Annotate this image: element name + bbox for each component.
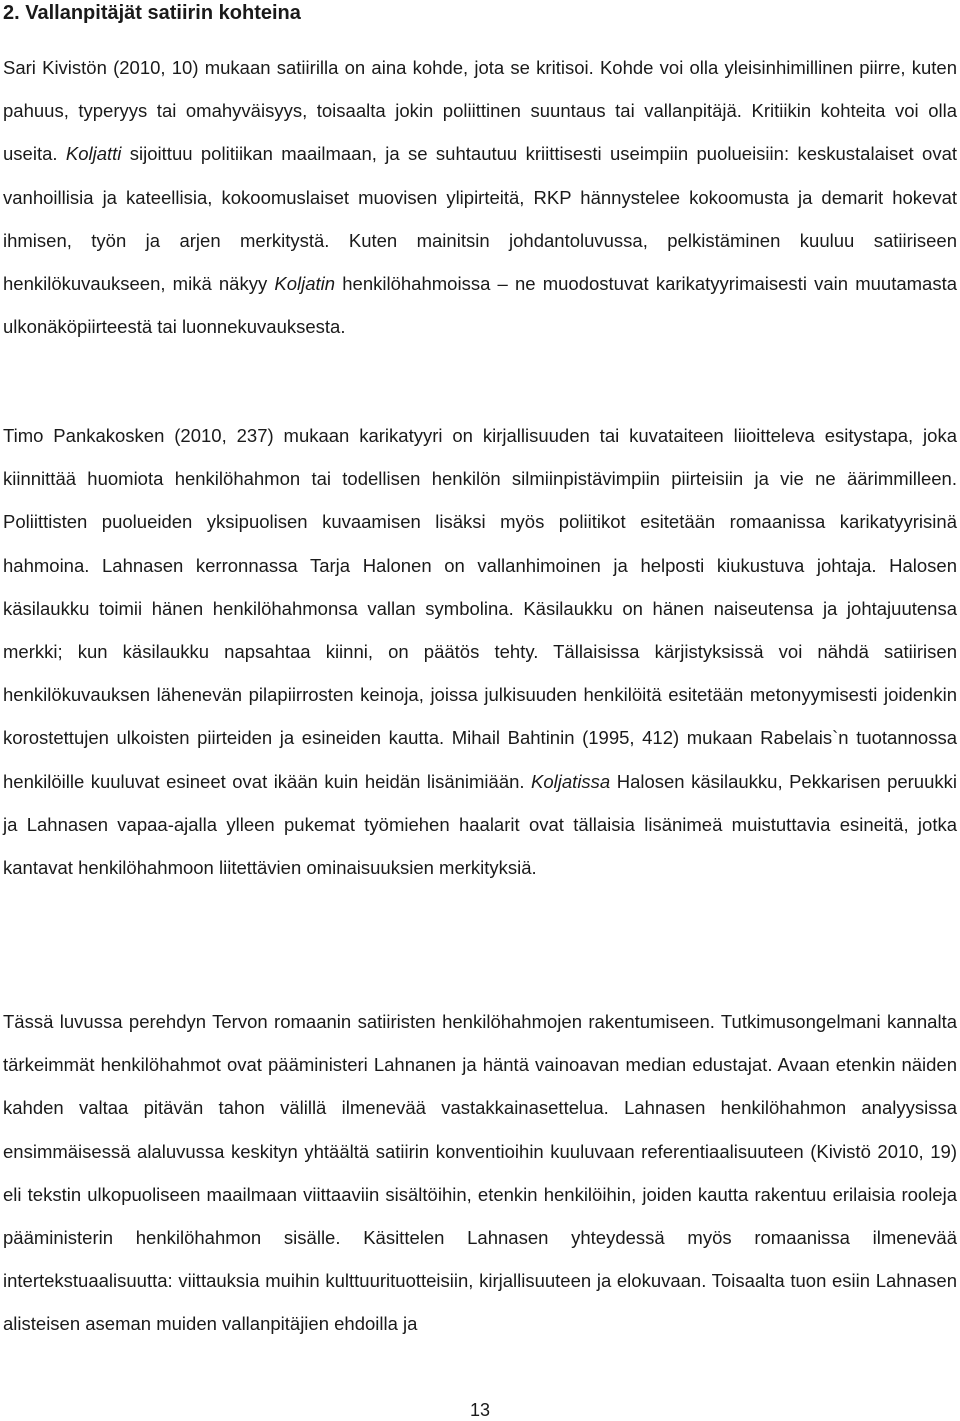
paragraph-1-italic-title-a: Koljatti bbox=[65, 143, 122, 165]
section-heading: 2. Vallanpitäjät satiirin kohteina bbox=[3, 2, 301, 24]
body-paragraph-1 bbox=[3, 46, 957, 348]
body-paragraph-2 bbox=[3, 414, 957, 889]
paragraph-2-italic-title: Koljatissa bbox=[531, 770, 611, 792]
body-paragraph-3: Tässä luvussa perehdyn Tervon romaanin satiiristen henkilöhahmojen rakentumiseen. Tutkimusongelmani kannalta tärkeimmät henkilöhahmot ovat pääministeri Lahnanen ja häntä vainoavan median edustajat. Avaan etenkin näiden kahden valtaa pitävän tahon välillä ilmenevää vastakkainasettelua. Lahnasen henkilöhahmon analyysissa ensimmäisessä alaluvussa keskityn yhtäältä satiirin konventioihin kuuluvaan referentiaalisuuteen (Kivistö 2010, 19) eli tekstin ulkopuoliseen maailmaan viittaaviin sisältöihin, etenkin henkilöihin, joiden kautta rakentuu erilaisia rooleja pääministerin henkilöhahmon sisälle. Käsittelen Lahnasen yhteydessä myös romaanissa ilmenevää intertekstuaalisuutta: viittauksia muihin kulttuurituotteisiin, kirjallisuuteen ja elokuvaan. Toisaalta tuon esiin Lahnasen alisteisen aseman muiden vallanpitäjien ehdoilla ja bbox=[3, 1011, 957, 1335]
paragraph-1-text-b: sijoittuu politiikan maailmaan, ja se suhtautuu kriittisesti useimpiin puolueisiin: keskustalaiset ovat vanhoillisia ja kateellisia, kokoomuslaiset muovisen ylipirteitä, RKP hännystelee kokoomusta ja demarit hokevat ihmisen, työn ja arjen merkitystä. Kuten mainitsin johdantoluvussa, pelkistäminen kuuluu satiiriseen henkilökuvaukseen, mikä näkyy bbox=[3, 143, 957, 295]
paragraph-1-italic-title-b: Koljatin bbox=[274, 273, 336, 295]
paragraph-2-text-a: Timo Pankakosken (2010, 237) mukaan karikatyyri on kirjallisuuden tai kuvataiteen liioitteleva esitystapa, joka kiinnittää huomiota henkilöhahmon tai todellisen henkilön silmiinpistävimpiin piirteisiin ja vie ne äärimmilleen. Poliittisten puolueiden yksipuolisen kuvaamisen lisäksi myös poliitikot esitetään romaanissa karikatyyrisinä hahmoina. Lahnasen kerronnassa Tarja Halonen on vallanhimoinen ja helposti kiukustuva johtaja. Halosen käsilaukku toimii hänen henkilöhahmonsa vallan symbolina. Käsilaukku on hänen naiseutensa ja johtajuutensa merkki; kun käsilaukku napsahtaa kiinni, on päätös tehty. Tällaisissa kärjistyksissä voi nähdä satiirisen henkilökuvauksen lähenevän pilapiirrosten keinoja, joissa julkisuuden henkilöitä esitetään metonyymisesti joidenkin korostettujen ulkoisten piirteiden ja esineiden kautta. Mihail Bahtinin (1995, 412) mukaan Rabelais`n tuotannossa henkilöille kuuluvat esineet ovat ikään kuin heidän lisänimiään. bbox=[3, 425, 957, 792]
page-number: 13 bbox=[469, 1400, 491, 1420]
paragraph-1-text-c: henkilöhahmoissa – ne muodostuvat karikatyyrimaisesti vain muutamasta ulkonäköpiirteestä tai luonnekuvauksesta. bbox=[3, 273, 958, 338]
paragraph-1-text-a: Sari Kivistön (2010, 10) mukaan satiirilla on aina kohde, jota se kritisoi. Kohde voi olla yleisinhimillinen piirre, kuten pahuus, typeryys tai omahyväisyys, toisaalta jokin poliittinen suuntaus tai vallanpitäjä. Kritiikin kohteita voi olla useita. bbox=[3, 57, 957, 165]
paragraph-2-text-b: Halosen käsilaukku, Pekkarisen peruukki ja Lahnasen vapaa-ajalla ylleen pukemat työmiehen haalarit ovat tällaisia lisänimeä muistuttavia esineitä, jotka kantavat henkilöhahmoon liitettävien ominaisuuksien merkityksiä. bbox=[3, 770, 957, 879]
